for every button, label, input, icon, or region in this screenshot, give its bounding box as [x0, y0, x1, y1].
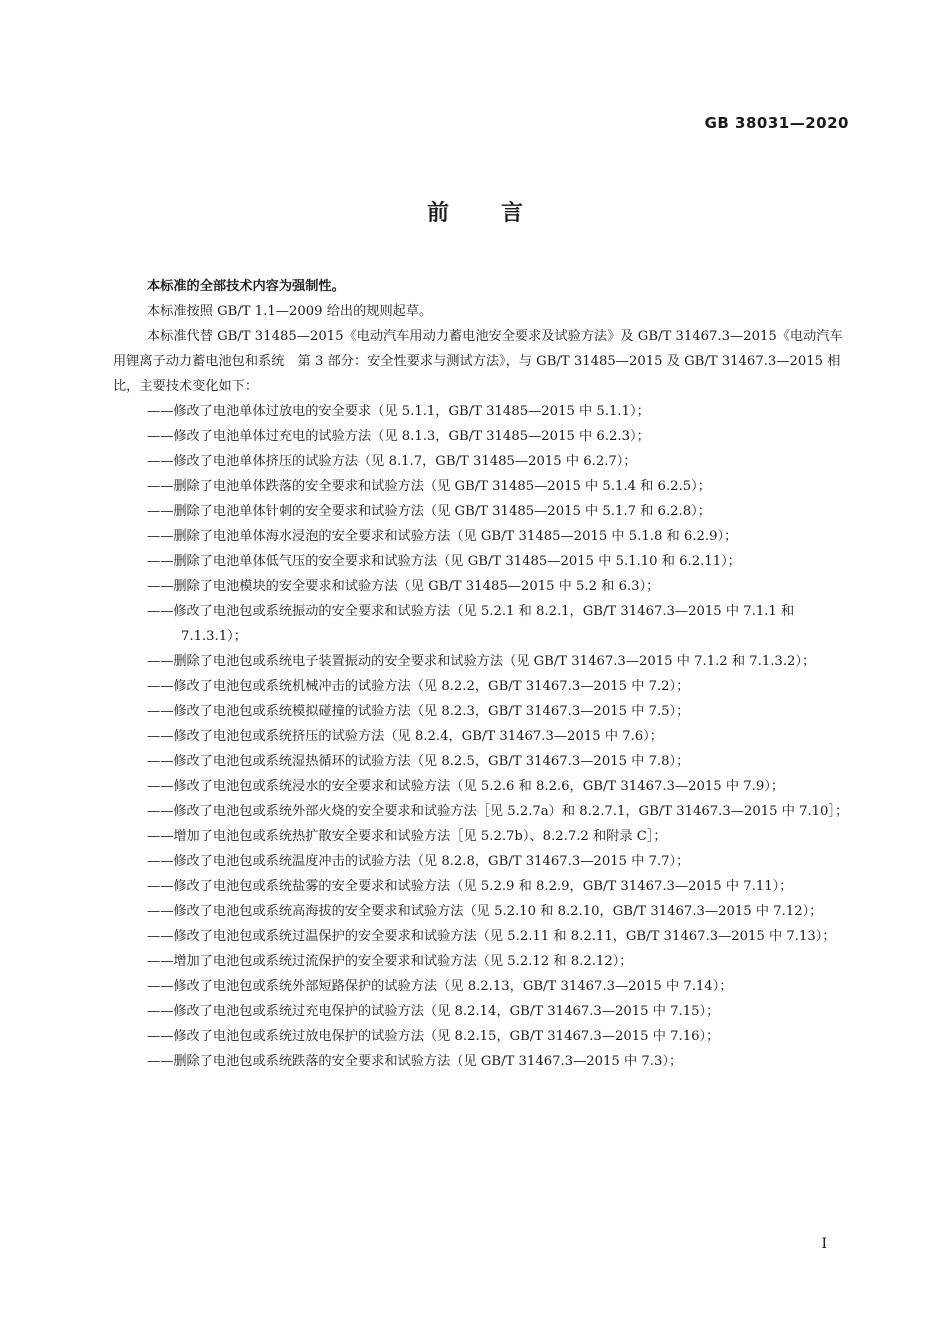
- mandatory-statement: 本标准的全部技术内容为强制性。: [147, 279, 345, 294]
- list-item: ——增加了电池包或系统热扩散安全要求和试验方法［见 5.2.7b）、8.2.7.2 和附录 C］；: [147, 829, 667, 844]
- replacement-paragraph: 本标准代替 GB/T 31485—2015《电动汽车用动力蓄电池安全要求及试验方法》及 GB/T 31467.3—2015《电动汽车用锂离子动力蓄电池包和系统 第 3 部分：安全性要求与测试方法》，与 GB/T 31485—2015 及 GB/T 31467.3—2015 相比，主要技术变化如下：: [113, 329, 843, 394]
- list-item: ——修改了电池包或系统挤压的试验方法（见 8.2.4，GB/T 31467.3—2015 中 7.6）；: [147, 729, 663, 744]
- list-item: ——修改了电池包或系统温度冲击的试验方法（见 8.2.8，GB/T 31467.3—2015 中 7.7）；: [147, 854, 690, 869]
- list-item: ——删除了电池模块的安全要求和试验方法（见 GB/T 31485—2015 中 5.2 和 6.3）；: [147, 579, 660, 594]
- list-item: ——删除了电池单体针刺的安全要求和试验方法（见 GB/T 31485—2015 中 5.1.7 和 6.2.8）；: [147, 504, 711, 519]
- list-item: ——删除了电池单体跌落的安全要求和试验方法（见 GB/T 31485—2015 中 5.1.4 和 6.2.5）；: [147, 479, 711, 494]
- drafting-rules-paragraph: 本标准按照 GB/T 1.1—2009 给出的规则起草。: [147, 304, 433, 319]
- list-item: ——删除了电池包或系统电子装置振动的安全要求和试验方法（见 GB/T 31467.3—2015 中 7.1.2 和 7.1.3.2）；: [147, 654, 816, 669]
- list-item: ——修改了电池包或系统振动的安全要求和试验方法（见 5.2.1 和 8.2.1，GB/T 31467.3—2015 中 7.1.1 和 7.1.3.1）；: [147, 604, 795, 644]
- list-item: ——增加了电池包或系统过流保护的安全要求和试验方法（见 5.2.12 和 8.2.12）；: [147, 954, 633, 969]
- standard-number: GB 38031—2020: [704, 114, 849, 132]
- document-body: [113, 274, 851, 1074]
- list-item: ——修改了电池单体过充电的试验方法（见 8.1.3，GB/T 31485—2015 中 6.2.3）；: [147, 429, 650, 444]
- changes-list: [113, 399, 851, 1074]
- list-item: ——修改了电池包或系统盐雾的安全要求和试验方法（见 5.2.9 和 8.2.9，GB/T 31467.3—2015 中 7.11）；: [147, 879, 793, 894]
- list-item: ——修改了电池包或系统过放电保护的试验方法（见 8.2.15，GB/T 31467.3—2015 中 7.16）；: [147, 1029, 720, 1044]
- list-item: ——修改了电池包或系统湿热循环的试验方法（见 8.2.5，GB/T 31467.3—2015 中 7.8）；: [147, 754, 690, 769]
- list-item: ——删除了电池包或系统跌落的安全要求和试验方法（见 GB/T 31467.3—2015 中 7.3）；: [147, 1054, 683, 1069]
- list-item: ——修改了电池包或系统外部短路保护的试验方法（见 8.2.13，GB/T 31467.3—2015 中 7.14）；: [147, 979, 733, 994]
- list-item: ——修改了电池包或系统浸水的安全要求和试验方法（见 5.2.6 和 8.2.6，GB/T 31467.3—2015 中 7.9）；: [147, 779, 785, 794]
- list-item: ——修改了电池包或系统过温保护的安全要求和试验方法（见 5.2.11 和 8.2.11，GB/T 31467.3—2015 中 7.13）；: [147, 929, 836, 944]
- list-item: ——修改了电池包或系统机械冲击的试验方法（见 8.2.2，GB/T 31467.3—2015 中 7.2）；: [147, 679, 690, 694]
- list-item: ——修改了电池包或系统外部火烧的安全要求和试验方法［见 5.2.7a）和 8.2.7.1，GB/T 31467.3—2015 中 7.10］；: [147, 804, 849, 819]
- list-item: ——修改了电池包或系统高海拔的安全要求和试验方法（见 5.2.10 和 8.2.10，GB/T 31467.3—2015 中 7.12）；: [147, 904, 823, 919]
- page-title: 前言: [426, 201, 575, 226]
- list-item: ——删除了电池单体海水浸泡的安全要求和试验方法（见 GB/T 31485—2015 中 5.1.8 和 6.2.9）；: [147, 529, 738, 544]
- list-item: ——修改了电池单体过放电的安全要求（见 5.1.1，GB/T 31485—2015 中 5.1.1）；: [147, 404, 650, 419]
- list-item: ——修改了电池包或系统模拟碰撞的试验方法（见 8.2.3，GB/T 31467.3—2015 中 7.5）；: [147, 704, 690, 719]
- list-item: ——修改了电池包或系统过充电保护的试验方法（见 8.2.14，GB/T 31467.3—2015 中 7.15）；: [147, 1004, 720, 1019]
- page-number: Ⅰ: [821, 1236, 827, 1252]
- list-item: ——删除了电池单体低气压的安全要求和试验方法（见 GB/T 31485—2015 中 5.1.10 和 6.2.11）；: [147, 554, 741, 569]
- list-item: ——修改了电池单体挤压的试验方法（见 8.1.7，GB/T 31485—2015 中 6.2.7）；: [147, 454, 637, 469]
